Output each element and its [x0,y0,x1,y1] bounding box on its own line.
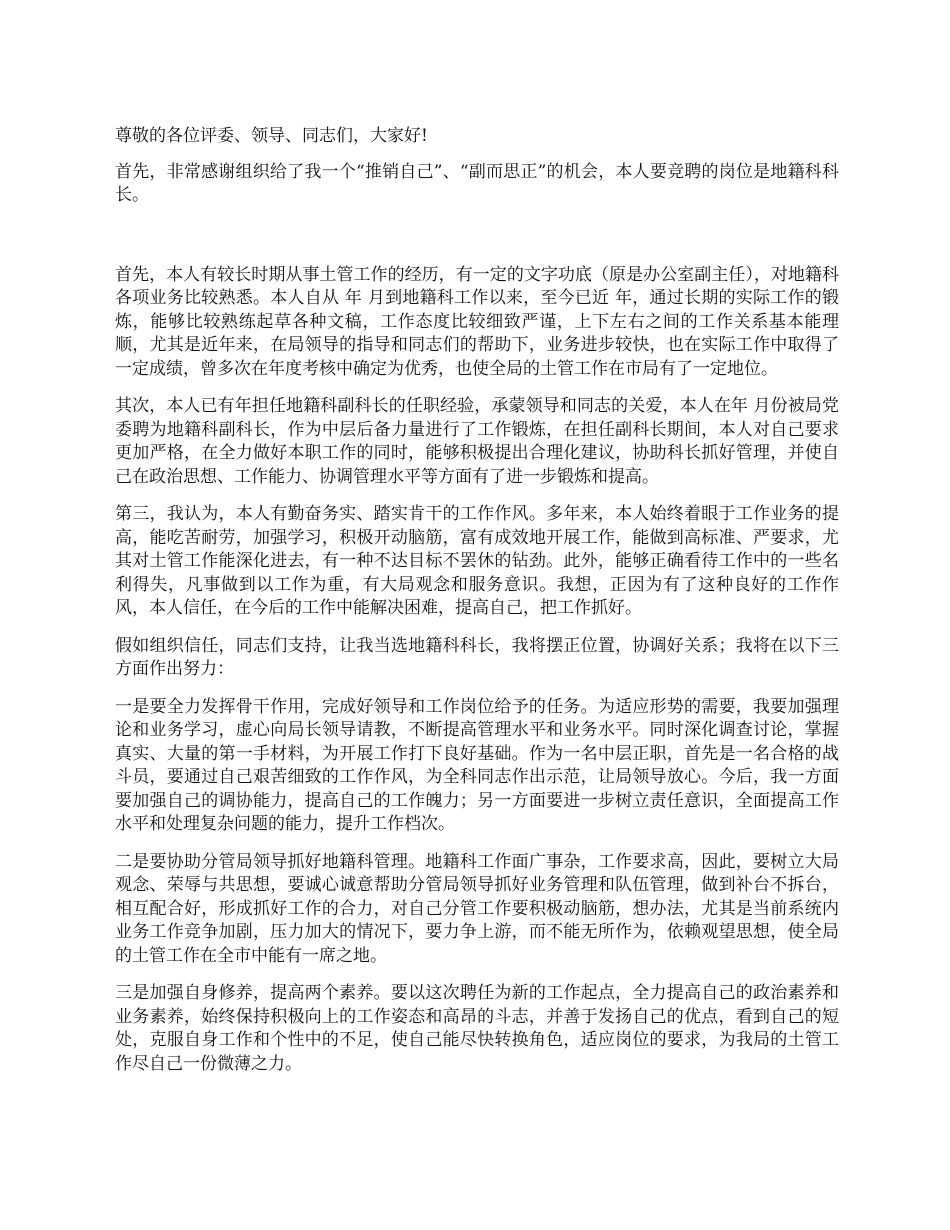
blank-spacer [115,222,839,264]
body-paragraph-experience: 首先，本人有较长时期从事土管工作的经历，有一定的文字功底（原是办公室副主任），对地籍科各项业务比较熟悉。本人自从 年 月到地籍科工作以来，至今已近 年，通过长期的实际工作的锻炼，能够比较熟练起草各种文稿，工作态度比较细致严谨，上下左右之间的工作关系基本能理顺，尤其是近年来，在局领导的指导和同志们的帮助下，业务进步较快，也在实际工作中取得了一定成绩，曾多次在年度考核中确定为优秀，也使全局的土管工作在市局有了一定地位。 [115,264,839,379]
body-paragraph-deputy-role: 其次，本人已有年担任地籍科副科长的任职经验，承蒙领导和同志的关爱，本人在年 月份被局党委聘为地籍科副科长，作为中层后备力量进行了工作锻炼，在担任副科长期间，本人对自己要求更加严格，在全力做好本职工作的同时，能够积极提出合理化建议，协助科长抓好管理，并使自己在政治思想、工作能力、协调管理水平等方面有了进一步锻炼和提高。 [115,396,839,487]
greeting-paragraph: 尊敬的各位评委、领导、同志们，大家好! [115,126,428,146]
document-body [115,125,839,1090]
body-paragraph-point-three: 三是加强自身修养，提高两个素养。要以这次聘任为新的工作起点，全力提高自己的政治素养和业务素养，始终保持积极向上的工作姿态和高昂的斗志，并善于发扬自己的优点，看到自己的短处，克服自身工作和个性中的不足，使自己能尽快转换角色，适应岗位的要求，为我局的土管工作尽自己一份微薄之力。 [115,983,839,1074]
body-paragraph-work-style: 第三，我认为，本人有勤奋务实、踏实肯干的工作作风。多年来，本人始终着眼于工作业务的提高，能吃苦耐劳，加强学习，积极开动脑筋，富有成效地开展工作，能做到高标准、严要求，尤其对土管工作能深化进去，有一种不达目标不罢休的钻劲。此外，能够正确看待工作中的一些名利得失，凡事做到以工作为重，有大局观念和服务意识。我想，正因为有了这种良好的工作作风，本人信任，在今后的工作中能解决困难，提高自己，把工作抓好。 [115,504,839,618]
body-paragraph-point-one: 一是要全力发挥骨干作用，完成好领导和工作岗位给予的任务。为适应形势的需要，我要加强理论和业务学习，虚心向局长领导请教，不断提高管理水平和业务水平。同时深化调查讨论，掌握真实、大量的第一手材料，为开展工作打下良好基础。作为一名中层正职，首先是一名合格的战斗员，要通过自己艰苦细致的工作作风，为全科同志作出示范，让局领导放心。今后，我一方面要加强自己的调协能力，提高自己的工作魄力；另一方面要进一步树立责任意识，全面提高工作水平和处理复杂问题的能力，提升工作档次。 [115,696,839,834]
intro-paragraph: 首先，非常感谢组织给了我一个“推销自己”、“副而思正”的机会，本人要竞聘的岗位是地籍科科长。 [115,161,839,205]
body-paragraph-commitment: 假如组织信任，同志们支持，让我当选地籍科科长，我将摆正位置，协调好关系；我将在以下三方面作出努力： [115,635,839,679]
body-paragraph-point-two: 二是要协助分管局领导抓好地籍科管理。地籍科工作面广事杂，工作要求高，因此，要树立大局观念、荣辱与共思想，要诚心诚意帮助分管局领导抓好业务管理和队伍管理，做到补台不拆台，相互配合好，形成抓好工作的合力，对自己分管工作要积极动脑筋，想办法，尤其是当前系统内业务工作竞争加剧，压力加大的情况下，要力争上游，而不能无所作为，依赖观望思想，使全局的土管工作在全市中能有一席之地。 [115,851,839,966]
